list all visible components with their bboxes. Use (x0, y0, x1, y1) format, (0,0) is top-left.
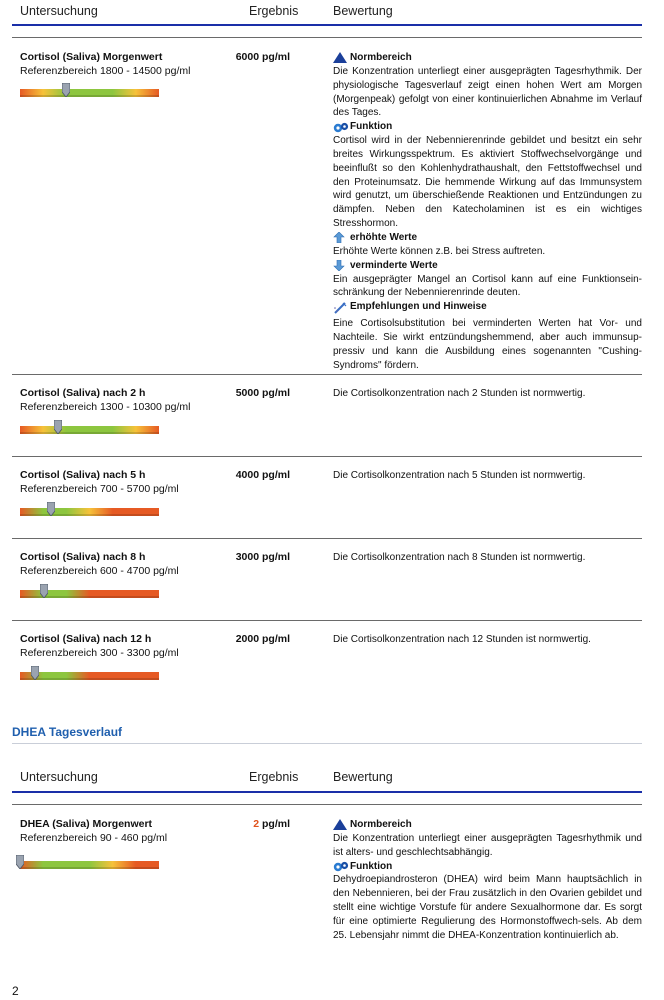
exam-name: Cortisol (Saliva) Morgenwert (20, 51, 163, 63)
range-bar (20, 508, 159, 516)
evaluation-text: Die Cortisolkonzentration nach 2 Stunden ist normwertig. (333, 388, 586, 399)
section-text: Cortisol wird in der Nebennierenrinde gebildet und besitzt ein sehr breites Wirkungsspektrum. Es aktiviert Stoffwechselvorgänge und beeinflußt so den Kohlenhydrathaushalt, den Fettstoffwechsel und den Proteinumsatz. Die hemmende Wirkung auf das Immunsystem wird genutzt, um überschießende Reaktionen und Entzündungen zu dämpfen. Neben den Katecholaminen ist es ein wichtiges Stresshormon. (333, 135, 642, 230)
header-eval: Bewertung (333, 4, 393, 18)
header-result: Ergebnis (249, 4, 299, 18)
section-title: erhöhte Werte (350, 231, 418, 243)
header-divider (12, 24, 642, 26)
table-row (12, 818, 642, 958)
reference-range: Referenzbereich 1300 - 10300 pg/ml (20, 401, 191, 413)
table-header (12, 770, 642, 790)
evaluation (333, 633, 642, 647)
section-heading (333, 300, 642, 314)
section-heading (333, 120, 642, 134)
header-eval: Bewertung (333, 770, 393, 784)
section-text: Dehydroepiandrosteron (DHEA) wird beim Mann hauptsächlich in den Nebennieren, bei der Frau zusätzlich in den Ovarien gebildet und stellt eine wichtige Vorstufe für andere Sexualhormone dar. Es sorgt für eine optimierte Regulierung des Hormonstoffwech-sels. Ab dem 25. Lebensjahr nimmt die DHEA-Konzentration kontinuierlich ab. (333, 874, 642, 941)
section-heading (333, 51, 642, 65)
arrow-down-icon (333, 260, 347, 271)
range-marker (62, 83, 70, 97)
syringe-icon (333, 302, 347, 313)
section-heading (333, 818, 642, 832)
table-row (12, 51, 642, 371)
section-title: Normbereich (350, 52, 412, 63)
result-unit: pg/ml (262, 818, 290, 830)
range-marker (16, 855, 24, 869)
range-bar (20, 672, 159, 680)
evaluation (333, 551, 642, 565)
section-text: Die Konzentration unterliegt einer ausgeprägten Tagesrhythmik. Der physiologische Tagesverlauf zeigt einen hohen Wert am Morgen (Morgenpeak) gefolgt von einer kontinuierlichen Abnahme im Verlauf des Tages. (333, 65, 642, 119)
range-marker (47, 502, 55, 516)
range-marker (54, 420, 62, 434)
page-number: 2 (12, 984, 19, 998)
result-value: 4000 pg/ml (235, 469, 290, 481)
gears-icon (333, 122, 347, 133)
row-divider (12, 374, 642, 375)
row-divider (12, 37, 642, 38)
header-exam: Untersuchung (20, 4, 98, 18)
section-text: Die Konzentration unterliegt einer ausgeprägten Tagesrhythmik und ist alters- und geschlechtsabhängig. (333, 832, 642, 858)
header-divider (12, 791, 642, 793)
section-title: Empfehlungen und Hinweise (350, 301, 487, 313)
range-bar (20, 89, 159, 97)
section-title: DHEA Tagesverlauf (12, 725, 123, 739)
section-heading (333, 259, 642, 273)
table-row (12, 469, 642, 529)
row-divider (12, 456, 642, 457)
range-marker (40, 584, 48, 598)
section-title: Normbereich (350, 819, 412, 830)
result-value: 3000 pg/ml (235, 551, 290, 563)
header-result: Ergebnis (249, 770, 299, 784)
result-value: 2000 pg/ml (235, 633, 290, 645)
reference-range: Referenzbereich 300 - 3300 pg/ml (20, 647, 179, 659)
triangle-up-icon (333, 819, 347, 830)
evaluation (333, 469, 642, 483)
result-number: 2 (253, 818, 260, 830)
evaluation (333, 387, 642, 401)
exam-name: Cortisol (Saliva) nach 8 h (20, 551, 146, 563)
exam-name: Cortisol (Saliva) nach 2 h (20, 387, 146, 399)
reference-range: Referenzbereich 700 - 5700 pg/ml (20, 483, 179, 495)
table-header (12, 4, 642, 24)
range-marker (31, 666, 39, 680)
evaluation-text: Die Cortisolkonzentration nach 8 Stunden ist normwertig. (333, 552, 586, 563)
reference-range: Referenzbereich 1800 - 14500 pg/ml (20, 65, 191, 77)
exam-name: Cortisol (Saliva) nach 5 h (20, 469, 146, 481)
exam-name: DHEA (Saliva) Morgenwert (20, 818, 153, 830)
section-divider (12, 743, 642, 744)
range-bar (20, 861, 159, 869)
evaluation-text: Die Cortisolkonzentration nach 12 Stunden ist normwertig. (333, 634, 591, 645)
section-text: Ein ausgeprägter Mangel an Cortisol kann auf eine Funktionsein-schränkung der Nebennierenrinde deuten. (333, 273, 642, 299)
arrow-up-icon (333, 232, 347, 243)
result-value (212, 818, 290, 830)
section-text: Eine Cortisolsubstitution bei verminderten Werten hat Vor- und Nachteile. Sie wirkt entzündungshemmend, aber auch immunsup-pressiv und kann die Ausbildung eines sogenannten "Cushing-Syndroms" fördern. (333, 318, 642, 371)
row-divider (12, 804, 642, 805)
result-value: 6000 pg/ml (235, 51, 290, 63)
row-divider (12, 620, 642, 621)
reference-range: Referenzbereich 90 - 460 pg/ml (20, 832, 168, 844)
section-title: verminderte Werte (350, 259, 438, 271)
range-bar (20, 426, 159, 434)
reference-range: Referenzbereich 600 - 4700 pg/ml (20, 565, 179, 577)
section-title: Funktion (350, 121, 393, 133)
gears-icon (333, 861, 347, 872)
row-divider (12, 538, 642, 539)
evaluation (333, 51, 642, 372)
header-exam: Untersuchung (20, 770, 98, 784)
exam-name: Cortisol (Saliva) nach 12 h (20, 633, 152, 645)
section-title: Funktion (350, 860, 393, 872)
section-heading (333, 860, 642, 874)
section-text: Erhöhte Werte können z.B. bei Stress auftreten. (333, 245, 546, 257)
section-heading (333, 231, 642, 245)
triangle-up-icon (333, 52, 347, 63)
result-value: 5000 pg/ml (235, 387, 290, 399)
table-row (12, 633, 642, 693)
evaluation (333, 818, 642, 943)
table-row (12, 551, 642, 611)
table-row (12, 387, 642, 447)
evaluation-text: Die Cortisolkonzentration nach 5 Stunden ist normwertig. (333, 470, 586, 481)
